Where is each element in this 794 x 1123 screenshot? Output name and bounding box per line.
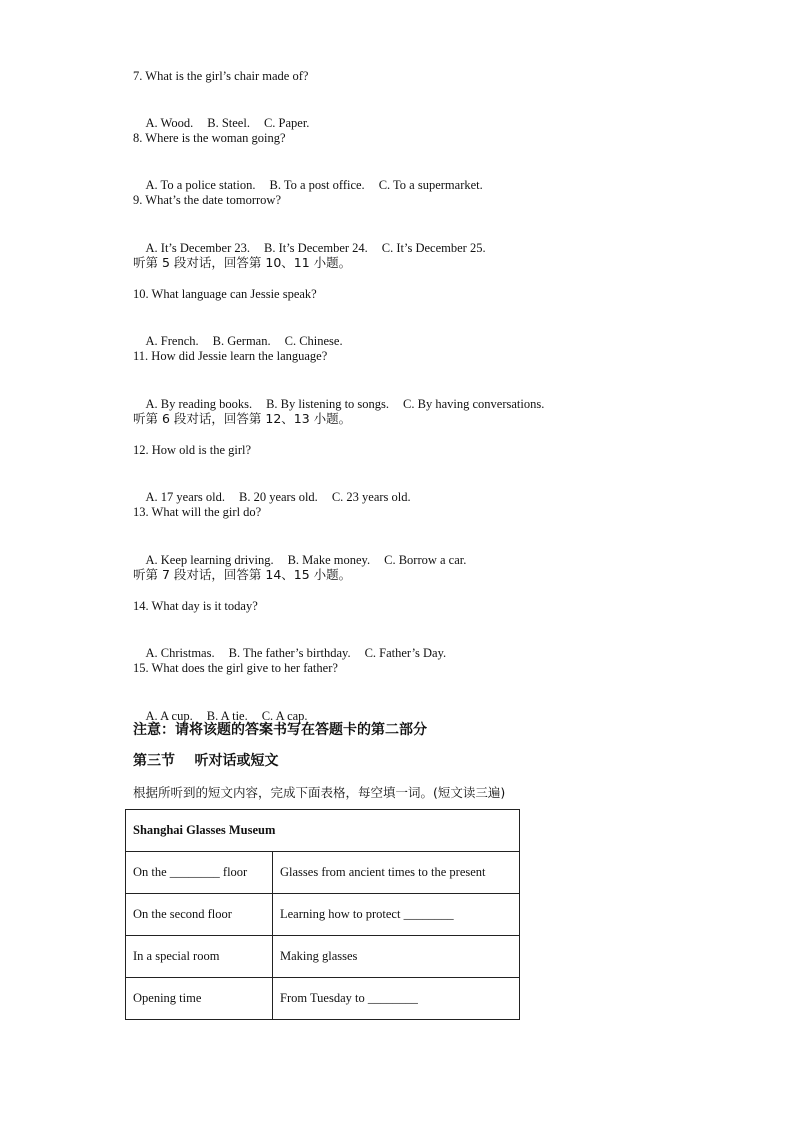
section-instruction-5: 听第 5 段对话，回答第 10、11 小题。 <box>133 255 352 270</box>
question-8: 8. Where is the woman going? <box>133 131 286 145</box>
table-cell-content: Learning how to protect ________ <box>273 894 520 936</box>
question-12: 12. How old is the girl? <box>133 443 252 457</box>
option-10-a: A. French. <box>145 334 199 348</box>
option-14-a: A. Christmas. <box>145 646 215 660</box>
table-row <box>126 936 520 978</box>
option-8-a: A. To a police station. <box>145 178 256 192</box>
table-cell-content: Making glasses <box>273 936 520 978</box>
question-9: 9. What’s the date tomorrow? <box>133 193 281 207</box>
table-cell-location: On the ________ floor <box>126 852 273 894</box>
option-13-c: C. Borrow a car. <box>384 553 467 567</box>
question-7: 7. What is the girl’s chair made of? <box>133 69 309 83</box>
question-14: 14. What day is it today? <box>133 599 258 613</box>
option-11-a: A. By reading books. <box>145 397 253 411</box>
option-8-c: C. To a supermarket. <box>378 178 483 192</box>
table-row <box>126 978 520 1020</box>
option-15-c: C. A cap. <box>261 709 308 723</box>
option-12-a: A. 17 years old. <box>145 490 225 504</box>
option-13-b: B. Make money. <box>287 553 371 567</box>
question-15: 15. What does the girl give to her father? <box>133 661 338 675</box>
table-instruction: 根据所听到的短文内容，完成下面表格，每空填一词。(短文读三遍) <box>133 785 506 800</box>
section-instruction-6: 听第 6 段对话，回答第 12、13 小题。 <box>133 411 352 426</box>
option-10-c: C. Chinese. <box>284 334 343 348</box>
table-row <box>126 852 520 894</box>
question-13: 13. What will the girl do? <box>133 505 262 519</box>
question-11: 11. How did Jessie learn the language? <box>133 349 328 363</box>
option-9-a: A. It’s December 23. <box>145 241 250 255</box>
option-15-a: A. A cup. <box>145 709 193 723</box>
option-8-b: B. To a post office. <box>269 178 365 192</box>
option-14-b: B. The father’s birthday. <box>228 646 351 660</box>
option-7-a: A. Wood. <box>145 116 194 130</box>
option-11-c: C. By having conversations. <box>403 397 545 411</box>
question-10: 10. What language can Jessie speak? <box>133 287 317 301</box>
table-cell-content: From Tuesday to ________ <box>273 978 520 1020</box>
option-13-a: A. Keep learning driving. <box>145 553 274 567</box>
option-11-b: B. By listening to songs. <box>266 397 390 411</box>
table-row <box>126 894 520 936</box>
table-cell-location: On the second floor <box>126 894 273 936</box>
option-9-c: C. It’s December 25. <box>381 241 486 255</box>
answer-notice: 注意：请将该题的答案书写在答题卡的第二部分 <box>133 722 427 738</box>
museum-table <box>125 809 520 1020</box>
table-title: Shanghai Glasses Museum <box>126 810 520 852</box>
table-title-row <box>126 810 520 852</box>
option-7-c: C. Paper. <box>263 116 310 130</box>
option-10-b: B. German. <box>212 334 271 348</box>
option-15-b: B. A tie. <box>206 709 248 723</box>
option-12-c: C. 23 years old. <box>331 490 411 504</box>
section-instruction-7: 听第 7 段对话，回答第 14、15 小题。 <box>133 567 352 582</box>
table-cell-location: Opening time <box>126 978 273 1020</box>
table-cell-content: Glasses from ancient times to the present <box>273 852 520 894</box>
option-14-c: C. Father’s Day. <box>364 646 447 660</box>
option-7-b: B. Steel. <box>207 116 250 130</box>
option-12-b: B. 20 years old. <box>239 490 318 504</box>
table-cell-location: In a special room <box>126 936 273 978</box>
part-heading: 第三节 听对话或短文 <box>133 753 279 769</box>
option-9-b: B. It’s December 24. <box>263 241 368 255</box>
